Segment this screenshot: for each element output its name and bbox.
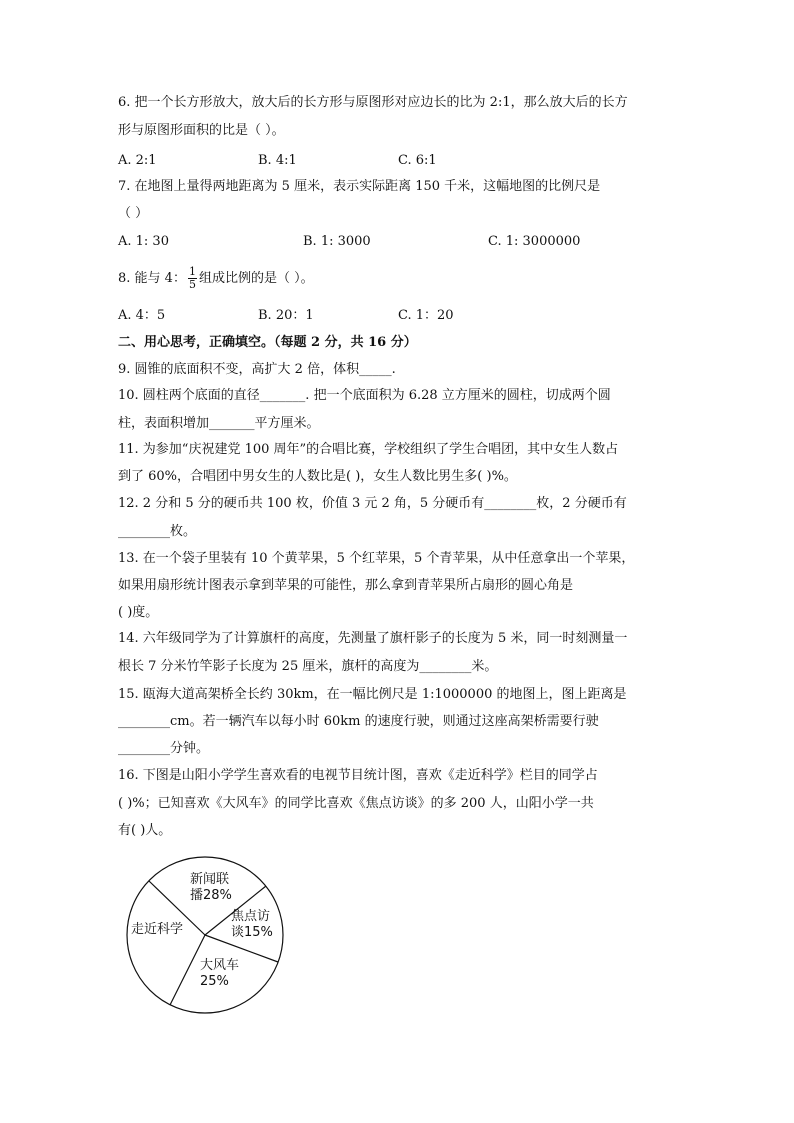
pie-label-focus-line2: 谈15%	[231, 925, 273, 940]
pie-label-news-line2: 播28%	[190, 888, 232, 903]
q14-line2: 根长 7 分米竹竿影子长度为 25 厘米，旗杆的高度为________米。	[118, 659, 498, 674]
pie-label-focus	[231, 909, 273, 941]
q7-line2: （ ）	[118, 206, 149, 221]
q6-option-b: B. 4:1	[258, 153, 297, 168]
pie-label-windmill	[200, 958, 239, 990]
q15-line2: ________cm。若一辆汽车以每小时 60km 的速度行驶，则通过这座高架桥需要行驶	[118, 714, 599, 729]
q14-line1: 14. 六年级同学为了计算旗杆的高度，先测量了旗杆影子的长度为 5 米，同一时刻测量一	[118, 631, 628, 646]
q10-line1: 10. 圆柱两个底面的直径_______. 把一个底面积为 6.28 立方厘米的圆柱，切成两个圆	[118, 388, 611, 403]
q7-option-c: C. 1: 3000000	[488, 234, 581, 249]
q8-fraction-denominator: 5	[188, 278, 196, 291]
q11-line2: 到了 60%，合唱团中男女生的人数比是( )，女生人数比男生多( )%。	[118, 469, 517, 484]
q15-line3: ________分钟。	[118, 741, 210, 756]
q6-option-a: A. 2:1	[118, 153, 157, 168]
q12-line1: 12. 2 分和 5 分的硬币共 100 枚，价值 3 元 2 角，5 分硬币有________枚，2 分硬币有	[118, 496, 627, 511]
q8-option-b: B. 20：1	[258, 308, 314, 323]
q13-line3: ( )度。	[118, 605, 159, 620]
pie-label-focus-line1: 焦点访	[231, 909, 271, 924]
q6-line2: 形与原图形面积的比是（ ）。	[118, 123, 285, 138]
q7-line1: 7. 在地图上量得两地距离为 5 厘米，表示实际距离 150 千米，这幅地图的比例尺是	[118, 179, 601, 194]
q12-line2: ________枚。	[118, 524, 197, 539]
q8-prefix: 8. 能与 4：	[118, 271, 186, 286]
section2-heading: 二、用心思考，正确填空。（每题 2 分，共 16 分）	[118, 335, 417, 350]
q8-line1	[118, 266, 314, 291]
pie-label-science: 走近科学	[131, 922, 184, 937]
q15-line1: 15. 瓯海大道高架桥全长约 30km，在一幅比例尺是 1:1000000 的地图上，图上距离是	[118, 687, 627, 702]
q16-line1: 16. 下图是山阳小学学生喜欢看的电视节目统计图，喜欢《走近科学》栏目的同学占	[118, 768, 598, 783]
q13-line1: 13. 在一个袋子里装有 10 个黄苹果，5 个红苹果，5 个青苹果，从中任意拿出一个苹果，	[118, 551, 635, 566]
q8-option-a: A. 4：5	[118, 308, 166, 323]
q7-option-b: B. 1: 3000	[303, 234, 371, 249]
pie-label-news-line1: 新闻联	[190, 872, 230, 887]
q8-fraction	[188, 266, 197, 291]
q11-line1: 11. 为参加“庆祝建党 100 周年”的合唱比赛，学校组织了学生合唱团，其中女生人数占	[118, 442, 619, 457]
q7-option-a: A. 1: 30	[118, 234, 169, 249]
pie-label-windmill-line1: 大风车	[200, 958, 240, 973]
q13-line2: 如果用扇形统计图表示拿到苹果的可能性，那么拿到青苹果所占扇形的圆心角是	[118, 578, 574, 593]
q8-suffix: 组成比例的是（ ）。	[198, 271, 314, 286]
q10-line2: 柱，表面积增加_______平方厘米。	[118, 416, 320, 431]
pie-label-news	[190, 872, 232, 904]
q16-line3: 有( )人。	[118, 823, 172, 838]
pie-label-windmill-line2: 25%	[200, 974, 229, 989]
q8-option-c: C. 1：20	[398, 308, 454, 323]
q6-option-c: C. 6:1	[398, 153, 437, 168]
q8-fraction-numerator: 1	[188, 265, 196, 278]
q6-line1: 6. 把一个长方形放大，放大后的长方形与原图形对应边长的比为 2:1，那么放大后的长方	[118, 95, 628, 110]
q9-line1: 9. 圆锥的底面积不变，高扩大 2 倍，体积_____.	[118, 362, 396, 377]
q16-line2: ( )%；已知喜欢《大风车》的同学比喜欢《焦点访谈》的多 200 人，山阳小学一共	[118, 796, 594, 811]
